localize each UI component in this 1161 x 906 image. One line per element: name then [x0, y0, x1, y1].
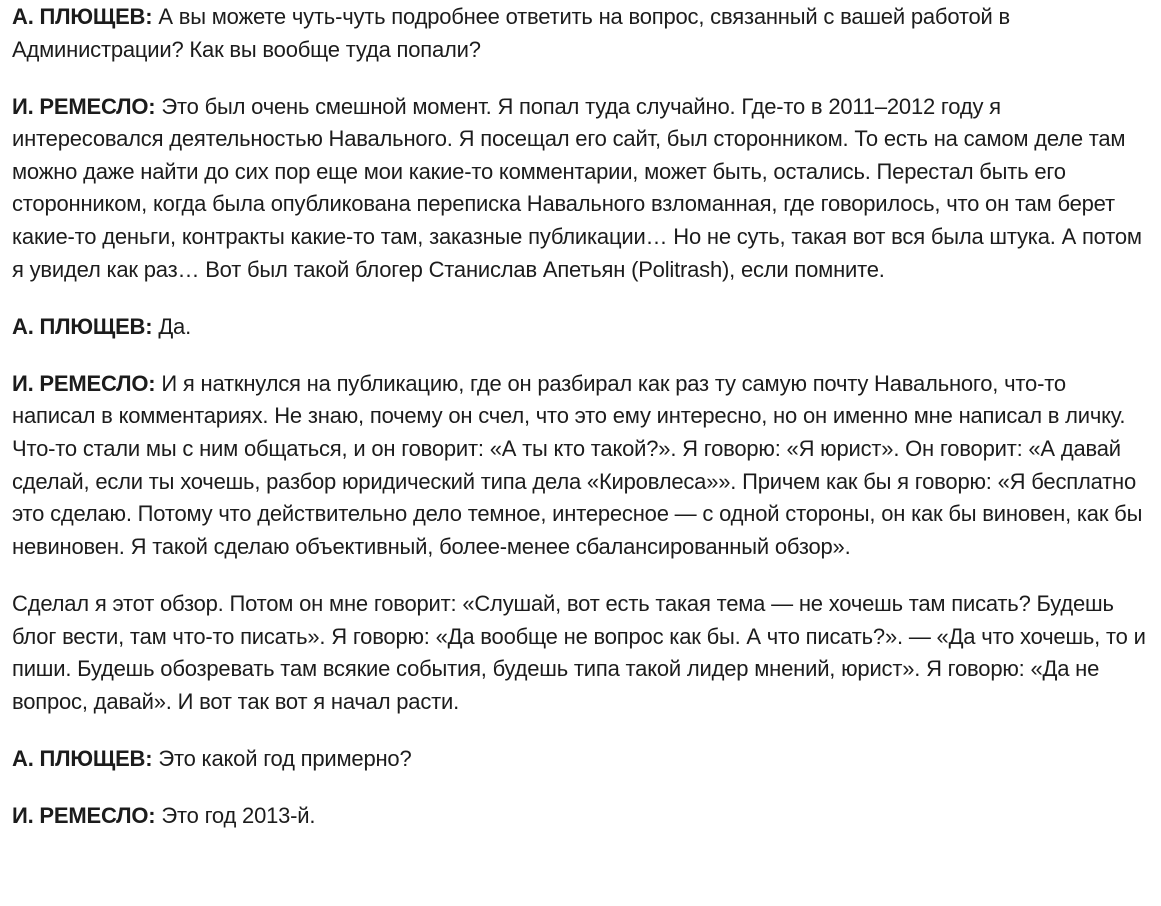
paragraph-text: А вы можете чуть-чуть подробнее ответить на вопрос, связанный с вашей работой в Администрации? Как вы вообще туда попали?: [12, 4, 1011, 62]
transcript-paragraph: [12, 743, 1147, 776]
transcript-paragraph: [12, 588, 1147, 718]
transcript-paragraph: [12, 800, 1147, 833]
transcript-paragraph: [12, 311, 1147, 344]
speaker-name: И. РЕМЕСЛО:: [12, 93, 156, 119]
speaker-name: А. ПЛЮЩЕВ:: [12, 745, 153, 771]
paragraph-text: Это был очень смешной момент. Я попал туда случайно. Где-то в 2011–2012 году я интересовался деятельностью Навального. Я посещал его сайт, был сторонником. То есть на самом деле там можно даже найти до сих пор еще мои какие-то комментарии, может быть, остались. Перестал быть его сторонником, когда была опубликована переписка Навального взломанная, где говорилось, что он там берет какие-то деньги, контракты какие-то там, заказные публикации… Но не суть, такая вот вся была штука. А потом я увидел как раз… Вот был такой блогер Станислав Апетьян (Politrash), если помните.: [12, 93, 1142, 282]
speaker-name: А. ПЛЮЩЕВ:: [12, 313, 153, 339]
transcript-paragraph: [12, 368, 1147, 564]
paragraph-text: И я наткнулся на публикацию, где он разбирал как раз ту самую почту Навального, что-то написал в комментариях. Не знаю, почему он счел, что это ему интересно, но он именно мне написал в личку. Что-то стали мы с ним общаться, и он говорит: «А ты кто такой?». Я говорю: «Я юрист». Он говорит: «А давай сделай, если ты хочешь, разбор юридический типа дела «Кировлеса»». Причем как бы я говорю: «Я бесплатно это сделаю. Потому что действительно дело темное, интересное — с одной стороны, он как бы виновен, как бы невиновен. Я такой сделаю объективный, более-менее сбалансированный обзор».: [12, 370, 1143, 559]
speaker-name: И. РЕМЕСЛО:: [12, 370, 156, 396]
speaker-name: И. РЕМЕСЛО:: [12, 802, 156, 828]
paragraph-text: Это какой год примерно?: [158, 745, 412, 771]
transcript-paragraph: [12, 91, 1147, 287]
paragraph-text: Это год 2013-й.: [161, 802, 316, 828]
paragraph-text: Да.: [158, 313, 192, 339]
speaker-name: А. ПЛЮЩЕВ:: [12, 4, 153, 29]
interview-transcript: [0, 1, 1161, 832]
transcript-paragraph: [12, 1, 1147, 66]
paragraph-text: Сделал я этот обзор. Потом он мне говорит: «Слушай, вот есть такая тема — не хочешь там писать? Будешь блог вести, там что-то писать». Я говорю: «Да вообще не вопрос как бы. А что писать?». — «Да что хочешь, то и пиши. Будешь обозревать там всякие события, будешь типа такой лидер мнений, юрист». Я говорю: «Да не вопрос, давай». И вот так вот я начал расти.: [12, 590, 1146, 714]
